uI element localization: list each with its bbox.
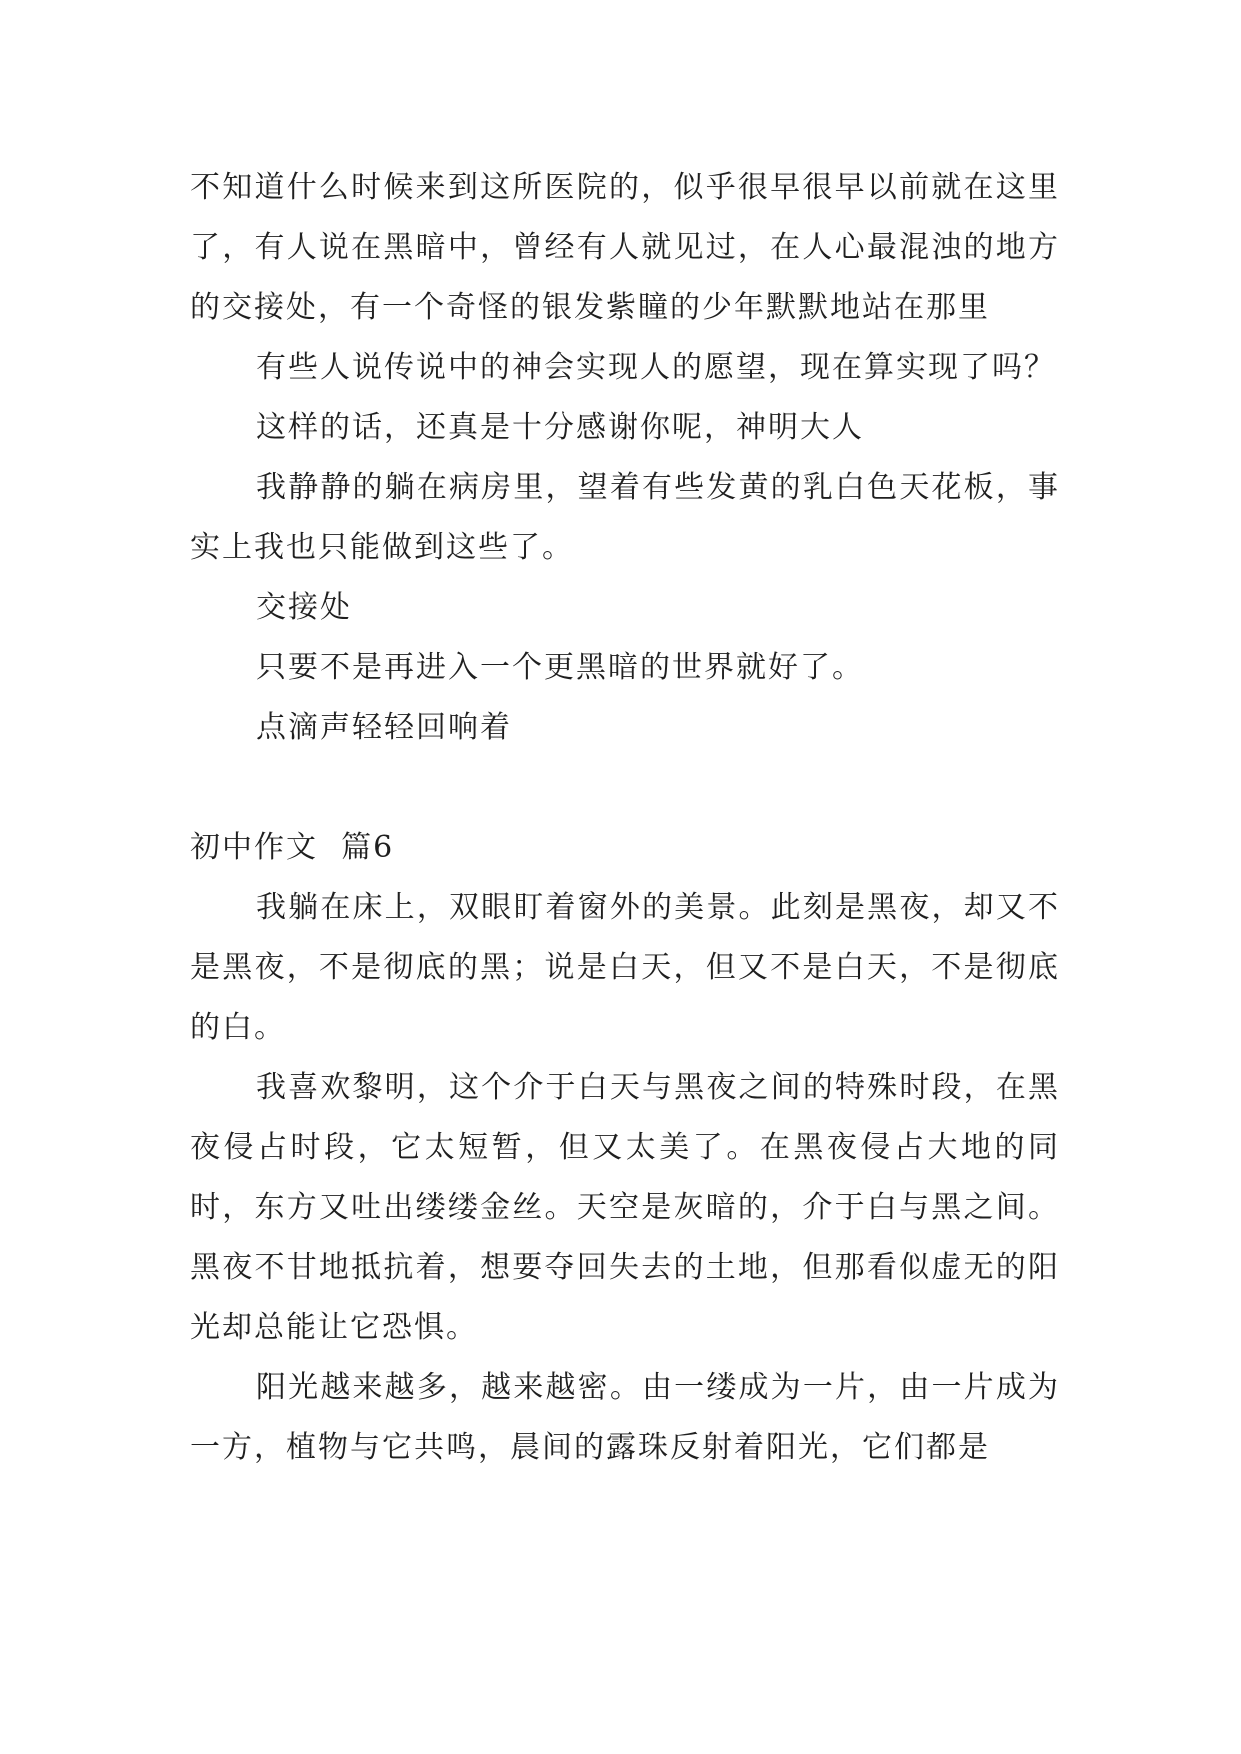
paragraph-hospital-legend: 不知道什么时候来到这所医院的，似乎很早很早以前就在这里了，有人说在黑暗中，曾经有人就见过，在人心最混浊的地方的交接处，有一个奇怪的银发紫瞳的少年默默地站在那里 [190,170,1060,325]
paragraph-dawn: 我喜欢黎明，这个介于白天与黑夜之间的特殊时段，在黑夜侵占时段，它太短暂，但又太美了。在黑夜侵占大地的同时，东方又吐出缕缕金丝。天空是灰暗的，介于白与黑之间。黑夜不甘地抵抗着，想要夺回失去的土地，但那看似虚无的阳光却总能让它恐惧。 [190,1070,1060,1345]
paragraph-junction: 交接处 [256,590,352,625]
paragraph-sunlight: 阳光越来越多，越来越密。由一缕成为一片，由一片成为一方，植物与它共鸣，晨间的露珠反射着阳光，它们都是 [190,1370,1060,1465]
paragraph-drip: 点滴声轻轻回响着 [256,710,512,745]
paragraph-darker-world: 只要不是再进入一个更黑暗的世界就好了。 [256,650,864,685]
paragraph-thanks: 这样的话，还真是十分感谢你呢，神明大人 [256,410,864,445]
section-title: 初中作文 篇6 [190,830,395,865]
document-body [190,158,1060,1478]
paragraph-window-view: 我躺在床上，双眼盯着窗外的美景。此刻是黑夜，却又不是黑夜，不是彻底的黑；说是白天，但又不是白天，不是彻底的白。 [190,890,1060,1045]
paragraph-ceiling: 我静静的躺在病房里，望着有些发黄的乳白色天花板，事实上我也只能做到这些了。 [190,470,1060,565]
paragraph-wish: 有些人说传说中的神会实现人的愿望，现在算实现了吗？ [256,350,1056,385]
section-spacer [190,758,1060,818]
